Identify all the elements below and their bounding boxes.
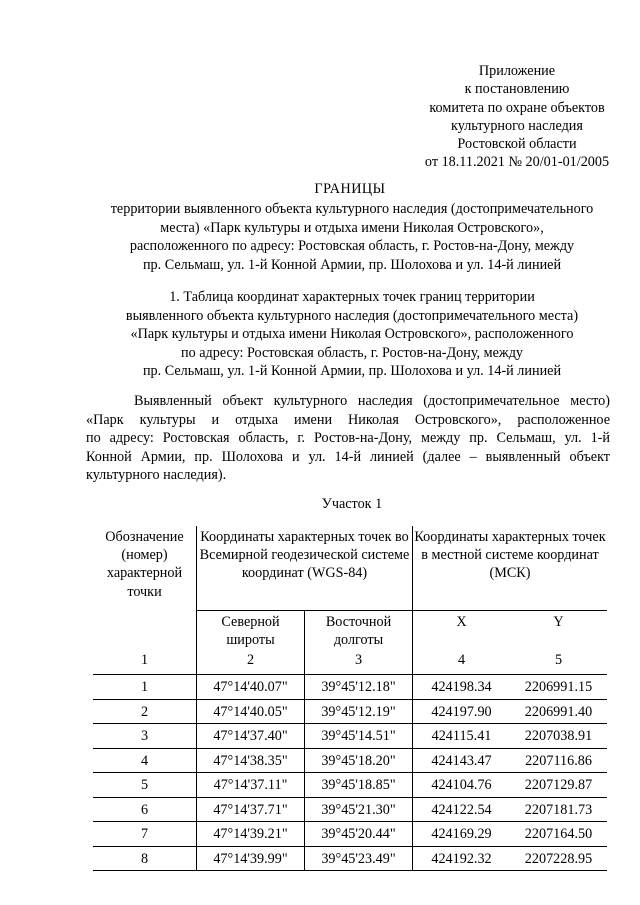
coordinates-table — [93, 526, 607, 871]
x-cell: 424197.90 — [413, 699, 511, 724]
x-cell: 424198.34 — [413, 675, 511, 700]
header-point-designation: Обозначение (номер) характерной точки — [93, 526, 197, 649]
latitude-cell: 47°14'38.35" — [197, 748, 305, 773]
header-y: Y — [553, 614, 564, 630]
longitude-cell: 39°45'18.85" — [305, 773, 413, 798]
column-number: 2 — [197, 649, 305, 675]
section-heading — [60, 288, 640, 381]
appendix-line: Приложение — [478, 63, 556, 79]
longitude-cell: 39°45'23.49" — [305, 846, 413, 871]
point-number: 4 — [93, 748, 197, 773]
y-cell: 2206991.15 — [510, 675, 607, 700]
table-row — [93, 822, 607, 847]
x-cell: 424104.76 — [413, 773, 511, 798]
header-msk: Координаты характерных точек в местной системе координат (МСК) — [413, 526, 608, 611]
latitude-cell: 47°14'39.21" — [197, 822, 305, 847]
column-number-row — [93, 649, 607, 675]
point-number: 1 — [93, 675, 197, 700]
table-row — [93, 773, 607, 798]
x-cell: 424169.29 — [413, 822, 511, 847]
point-number: 8 — [93, 846, 197, 871]
header-x: X — [456, 614, 467, 630]
appendix-line: культурного наследия — [451, 117, 583, 134]
point-number: 6 — [93, 797, 197, 822]
point-number: 2 — [93, 699, 197, 724]
longitude-cell: 39°45'12.19" — [305, 699, 413, 724]
document-title: ГРАНИЦЫ — [314, 181, 386, 197]
appendix-date-number: от 18.11.2021 № 20/01-01/2005 — [424, 154, 610, 171]
longitude-cell: 39°45'14.51" — [305, 724, 413, 749]
paragraph-line: по адресу: Ростовская область, г. Ростов-на-Дону, между пр. Сельмаш, ул. 1-й — [86, 430, 610, 447]
longitude-cell: 39°45'20.44" — [305, 822, 413, 847]
table-header-row — [93, 526, 607, 611]
latitude-cell: 47°14'37.11" — [197, 773, 305, 798]
description-paragraph — [86, 392, 610, 485]
longitude-cell: 39°45'18.20" — [305, 748, 413, 773]
header-north-latitude: Северной широты — [197, 611, 305, 650]
latitude-cell: 47°14'40.07" — [197, 675, 305, 700]
document-subtitle — [60, 200, 640, 274]
x-cell: 424143.47 — [413, 748, 511, 773]
x-cell: 424115.41 — [413, 724, 511, 749]
section-heading-line: по адресу: Ростовская область, г. Ростов-на-Дону, между — [181, 344, 523, 361]
plot-label: Участок 1 — [321, 496, 383, 512]
y-cell: 2207228.95 — [510, 846, 607, 871]
longitude-cell: 39°45'21.30" — [305, 797, 413, 822]
y-cell: 2207164.50 — [510, 822, 607, 847]
table-row — [93, 724, 607, 749]
y-cell: 2206991.40 — [510, 699, 607, 724]
appendix-line: Ростовской области — [457, 136, 577, 153]
table-row — [93, 699, 607, 724]
paragraph-line: Конной Армии, пр. Шолохова и ул. 14-й линией (далее – выявленный объект — [86, 448, 610, 465]
latitude-cell: 47°14'37.40" — [197, 724, 305, 749]
paragraph-line: культурного наследия). — [86, 467, 227, 484]
column-number: 1 — [93, 649, 197, 675]
subtitle-line: места) «Парк культуры и отдыха имени Николая Островского», — [160, 219, 544, 236]
x-cell: 424192.32 — [413, 846, 511, 871]
section-heading-line: «Парк культуры и отдыха имени Николая Островского», расположенного — [130, 326, 574, 343]
paragraph-line: «Парк культуры и отдыха имени Николая Островского», расположенное — [86, 411, 610, 428]
table-row — [93, 748, 607, 773]
longitude-cell: 39°45'12.18" — [305, 675, 413, 700]
point-number: 7 — [93, 822, 197, 847]
appendix-line: комитета по охране объектов — [429, 99, 605, 116]
subtitle-line: пр. Сельмаш, ул. 1-й Конной Армии, пр. Шолохова и ул. 14-й линией — [142, 256, 562, 273]
section-heading-line: пр. Сельмаш, ул. 1-й Конной Армии, пр. Шолохова и ул. 14-й линией — [142, 363, 562, 380]
header-east-longitude: Восточной долготы — [305, 611, 413, 650]
table-row — [93, 675, 607, 700]
column-number: 3 — [305, 649, 413, 675]
y-cell: 2207038.91 — [510, 724, 607, 749]
paragraph-line: Выявленный объект культурного наследия (достопримечательное место) — [134, 393, 610, 409]
section-heading-line: 1. Таблица координат характерных точек границ территории — [169, 289, 535, 305]
subtitle-line: территории выявленного объекта культурного наследия (достопримечательного — [110, 201, 594, 217]
column-number: 5 — [510, 649, 607, 675]
table-row — [93, 846, 607, 871]
header-wgs84: Координаты характерных точек во Всемирной геодезической системе координат (WGS-84) — [197, 526, 413, 611]
x-cell: 424122.54 — [413, 797, 511, 822]
latitude-cell: 47°14'37.71" — [197, 797, 305, 822]
point-number: 5 — [93, 773, 197, 798]
y-cell: 2207129.87 — [510, 773, 607, 798]
point-number: 3 — [93, 724, 197, 749]
appendix-line: к постановлению — [464, 81, 570, 98]
section-heading-line: выявленного объекта культурного наследия (достопримечательного места) — [125, 307, 579, 324]
subtitle-line: расположенного по адресу: Ростовская область, г. Ростов-на-Дону, между — [129, 238, 575, 255]
appendix-block — [372, 62, 640, 172]
y-cell: 2207181.73 — [510, 797, 607, 822]
latitude-cell: 47°14'40.05" — [197, 699, 305, 724]
column-number: 4 — [413, 649, 511, 675]
table-row — [93, 797, 607, 822]
y-cell: 2207116.86 — [510, 748, 607, 773]
latitude-cell: 47°14'39.99" — [197, 846, 305, 871]
